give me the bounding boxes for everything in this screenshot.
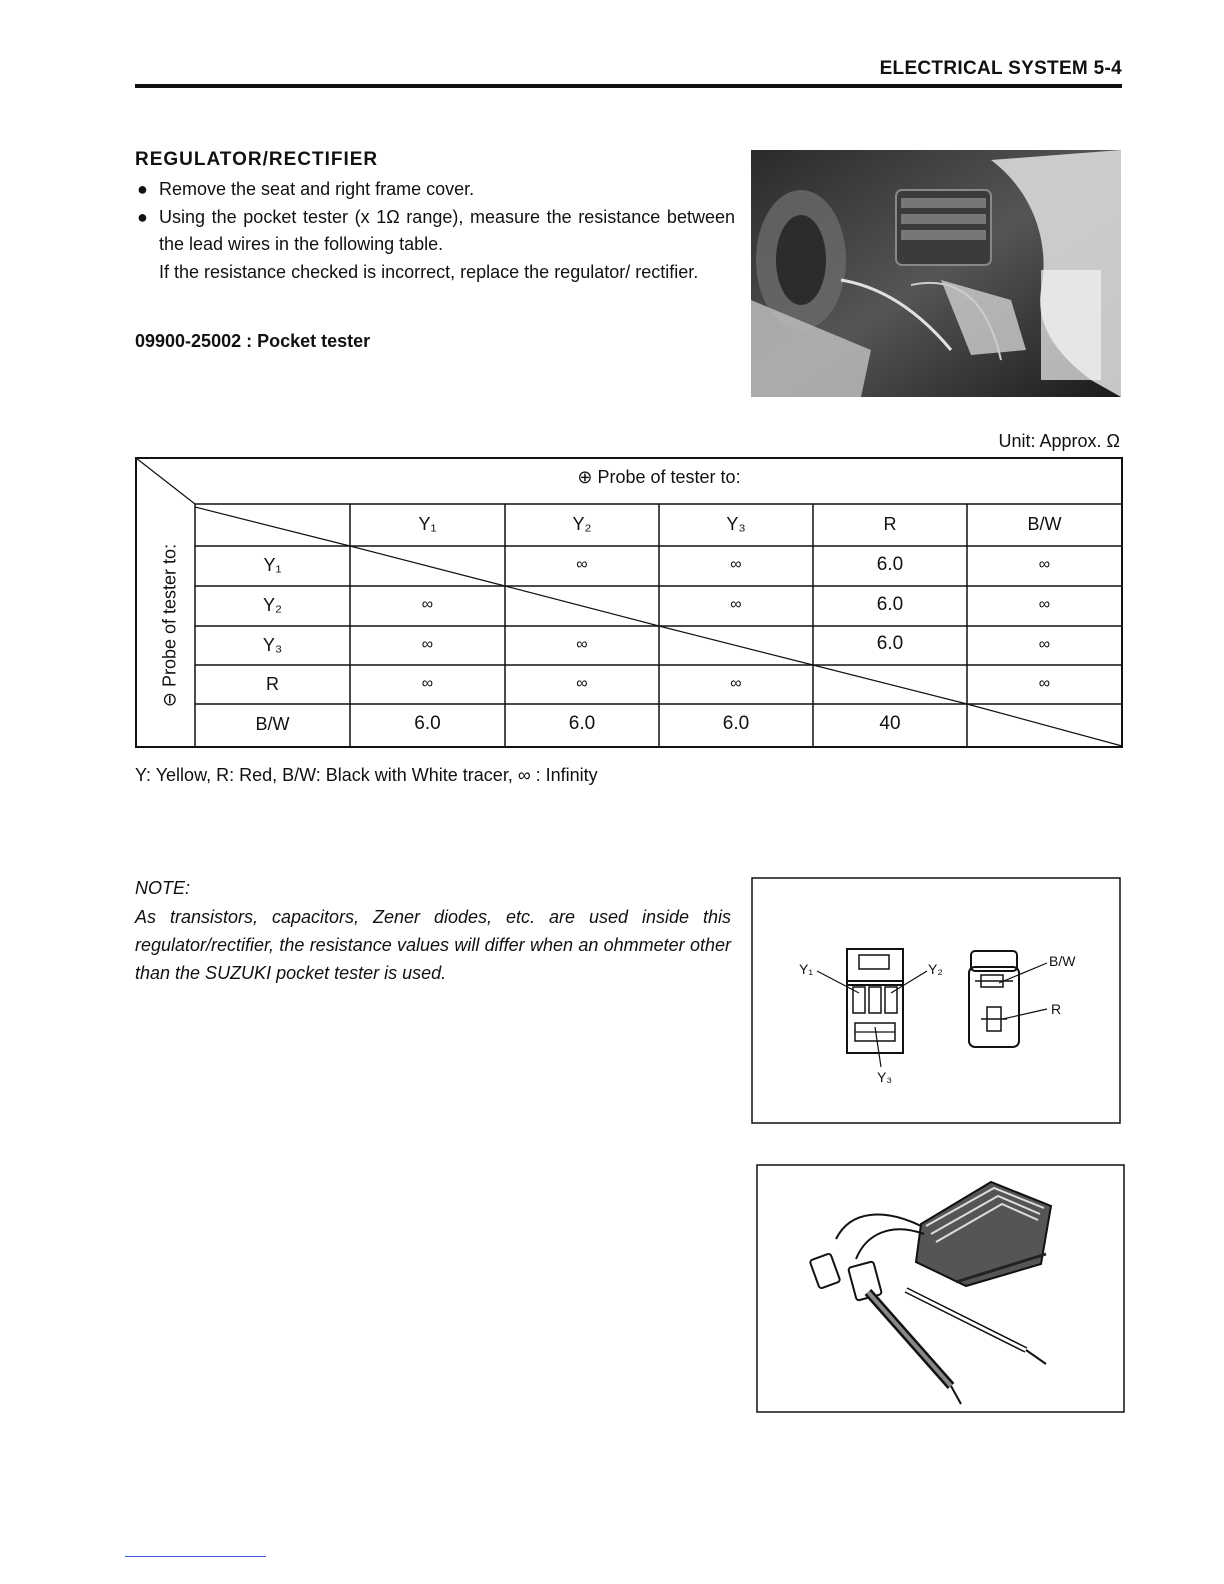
instruction-text: Using the pocket tester (x 1Ω range), measure the resistance between the lead wires in the following table. — [159, 206, 735, 254]
regulator-photo — [751, 150, 1121, 397]
page-header: ELECTRICAL SYSTEM 5-4 — [879, 58, 1122, 79]
row-label-y3: Y₃ — [262, 635, 283, 655]
regulator-probe-illustration — [756, 1164, 1125, 1413]
connector-label-y2: Y₂ — [928, 961, 943, 977]
table-cell: ∞ — [1038, 596, 1051, 613]
column-header-r: R — [883, 514, 897, 534]
special-tool: 09900-25002 : Pocket tester — [135, 331, 371, 351]
plus-probe-header: ⊕ Probe of tester to: — [577, 467, 741, 487]
table-cell: ∞ — [730, 556, 742, 573]
instruction-item — [135, 176, 735, 204]
column-header-y2: Y₂ — [572, 514, 592, 534]
table-cell: ∞ — [576, 556, 588, 573]
bottom-rule — [125, 1556, 266, 1557]
table-cell: ∞ — [730, 675, 742, 692]
table-cell: ∞ — [421, 636, 434, 653]
column-header-bw: B/W — [1027, 514, 1062, 534]
connector-label-y3: Y₃ — [877, 1069, 893, 1085]
table-cell: ∞ — [1038, 636, 1051, 653]
instruction-list — [135, 176, 735, 286]
row-label-r: R — [266, 674, 279, 694]
table-cell: 6.0 — [722, 713, 750, 734]
instruction-item — [135, 204, 735, 287]
unit-label: Unit: Approx. Ω — [998, 431, 1120, 451]
column-header-y1: Y₁ — [418, 514, 437, 534]
table-cell: ∞ — [576, 675, 588, 692]
table-cell: ∞ — [576, 636, 588, 653]
instruction-text: Remove the seat and right frame cover. — [159, 179, 475, 199]
table-cell: 6.0 — [414, 713, 441, 734]
header-rule — [135, 84, 1122, 88]
bullet-icon: ● — [137, 179, 148, 199]
table-cell: 6.0 — [876, 554, 904, 575]
table-cell: 6.0 — [876, 633, 904, 654]
connector-label-bw: B/W — [1049, 953, 1076, 969]
instruction-followup: If the resistance checked is incorrect, replace the regulator/ rectifier. — [159, 261, 699, 282]
connector-diagram — [751, 877, 1121, 1124]
row-label-y2: Y₂ — [263, 595, 282, 615]
regulator-probe-drawing — [756, 1164, 1125, 1413]
resistance-table — [135, 457, 1123, 748]
table-cell: 6.0 — [876, 594, 904, 615]
note-body: As transistors, capacitors, Zener diodes, etc. are used inside this regulator/rectifier, the resistance values will differ when an ohmmeter other than the SUZUKI pocket tester is used. — [135, 907, 731, 983]
row-label-y1: Y₁ — [263, 555, 282, 575]
column-header-y3: Y₃ — [726, 514, 746, 534]
bullet-icon: ● — [137, 206, 148, 227]
connector-label-r: R — [1051, 1001, 1062, 1017]
table-cell: ∞ — [730, 596, 742, 613]
minus-probe-header: ⊖ Probe of tester to: — [159, 543, 180, 708]
regulator-photo-image — [751, 150, 1121, 397]
table-cell: ∞ — [1038, 675, 1051, 692]
note-title: NOTE: — [135, 878, 191, 898]
connector-diagram-drawing — [751, 877, 1121, 1124]
table-cell: ∞ — [1038, 556, 1051, 573]
table-legend: Y: Yellow, R: Red, B/W: Black with White tracer, ∞ : Infinity — [135, 765, 598, 785]
table-cell: 40 — [879, 713, 901, 734]
table-cell: 6.0 — [568, 713, 596, 734]
section-title: REGULATOR/RECTIFIER — [135, 149, 379, 170]
row-label-bw: B/W — [255, 714, 290, 734]
table-cell: ∞ — [421, 596, 434, 613]
connector-label-y1: Y₁ — [799, 961, 814, 977]
table-cell: ∞ — [421, 675, 434, 692]
